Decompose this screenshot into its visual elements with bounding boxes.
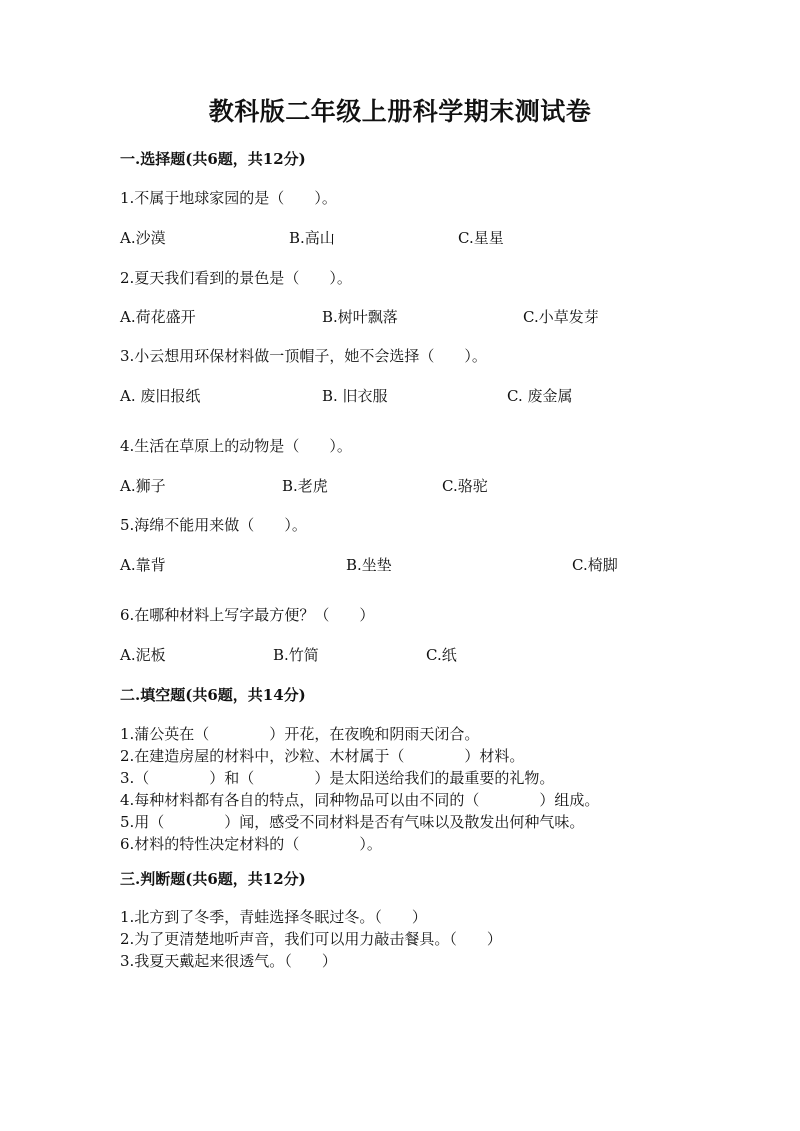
judge-question: 3.我夏天戴起来很透气。（ ）	[120, 952, 337, 970]
option-a: A.狮子	[120, 477, 166, 495]
option-a: A.荷花盛开	[120, 308, 196, 326]
judge-question-list	[120, 906, 502, 972]
question-text: 5.海绵不能用来做（ ）。	[120, 516, 307, 534]
question-text: 1.不属于地球家园的是（ ）。	[120, 189, 337, 207]
fill-question: 4.每种材料都有各自的特点，同种物品可以由不同的（ ）组成。	[120, 791, 600, 809]
option-b: B.老虎	[282, 477, 328, 495]
option-c: C.纸	[426, 646, 457, 664]
option-b: B.树叶飘落	[322, 308, 398, 326]
option-c: C.小草发芽	[523, 308, 599, 326]
question-text: 4.生活在草原上的动物是（ ）。	[120, 437, 352, 455]
option-a: A.沙漠	[120, 229, 166, 247]
section-heading-judge: 三.判断题(共6题，共12分)	[120, 870, 306, 888]
fill-question: 2.在建造房屋的材料中，沙粒、木材属于（ ）材料。	[120, 747, 525, 765]
judge-question: 1.北方到了冬季，青蛙选择冬眠过冬。（ ）	[120, 908, 427, 926]
judge-question: 2.为了更清楚地听声音，我们可以用力敲击餐具。（ ）	[120, 930, 502, 948]
question-text: 6.在哪种材料上写字最方便？（ ）	[120, 606, 375, 624]
option-c: C.星星	[458, 229, 504, 247]
question-text: 2.夏天我们看到的景色是（ ）。	[120, 269, 352, 287]
section-heading-choice: 一.选择题(共6题，共12分)	[120, 150, 306, 168]
option-b: B.坐垫	[346, 556, 392, 574]
option-c: C. 废金属	[507, 387, 573, 405]
option-a: A.泥板	[120, 646, 166, 664]
fill-question: 5.用（ ）闻，感受不同材料是否有气味以及散发出何种气味。	[120, 813, 585, 831]
question-text: 3.小云想用环保材料做一顶帽子，她不会选择（ ）。	[120, 347, 487, 365]
option-c: C.骆驼	[442, 477, 488, 495]
fill-question-list	[120, 723, 599, 855]
fill-question: 3.（ ）和（ ）是太阳送给我们的最重要的礼物。	[120, 769, 555, 787]
fill-question: 1.蒲公英在（ ）开花，在夜晚和阴雨天闭合。	[120, 725, 480, 743]
option-b: B.竹简	[273, 646, 319, 664]
fill-question: 6.材料的特性决定材料的（ ）。	[120, 835, 382, 853]
option-b: B.高山	[289, 229, 335, 247]
option-a: A.靠背	[120, 556, 166, 574]
page-title: 教科版二年级上册科学期末测试卷	[208, 97, 592, 126]
section-heading-fill: 二.填空题(共6题，共14分)	[120, 686, 306, 704]
option-a: A. 废旧报纸	[120, 387, 201, 405]
option-c: C.椅脚	[572, 556, 618, 574]
option-b: B. 旧衣服	[322, 387, 388, 405]
